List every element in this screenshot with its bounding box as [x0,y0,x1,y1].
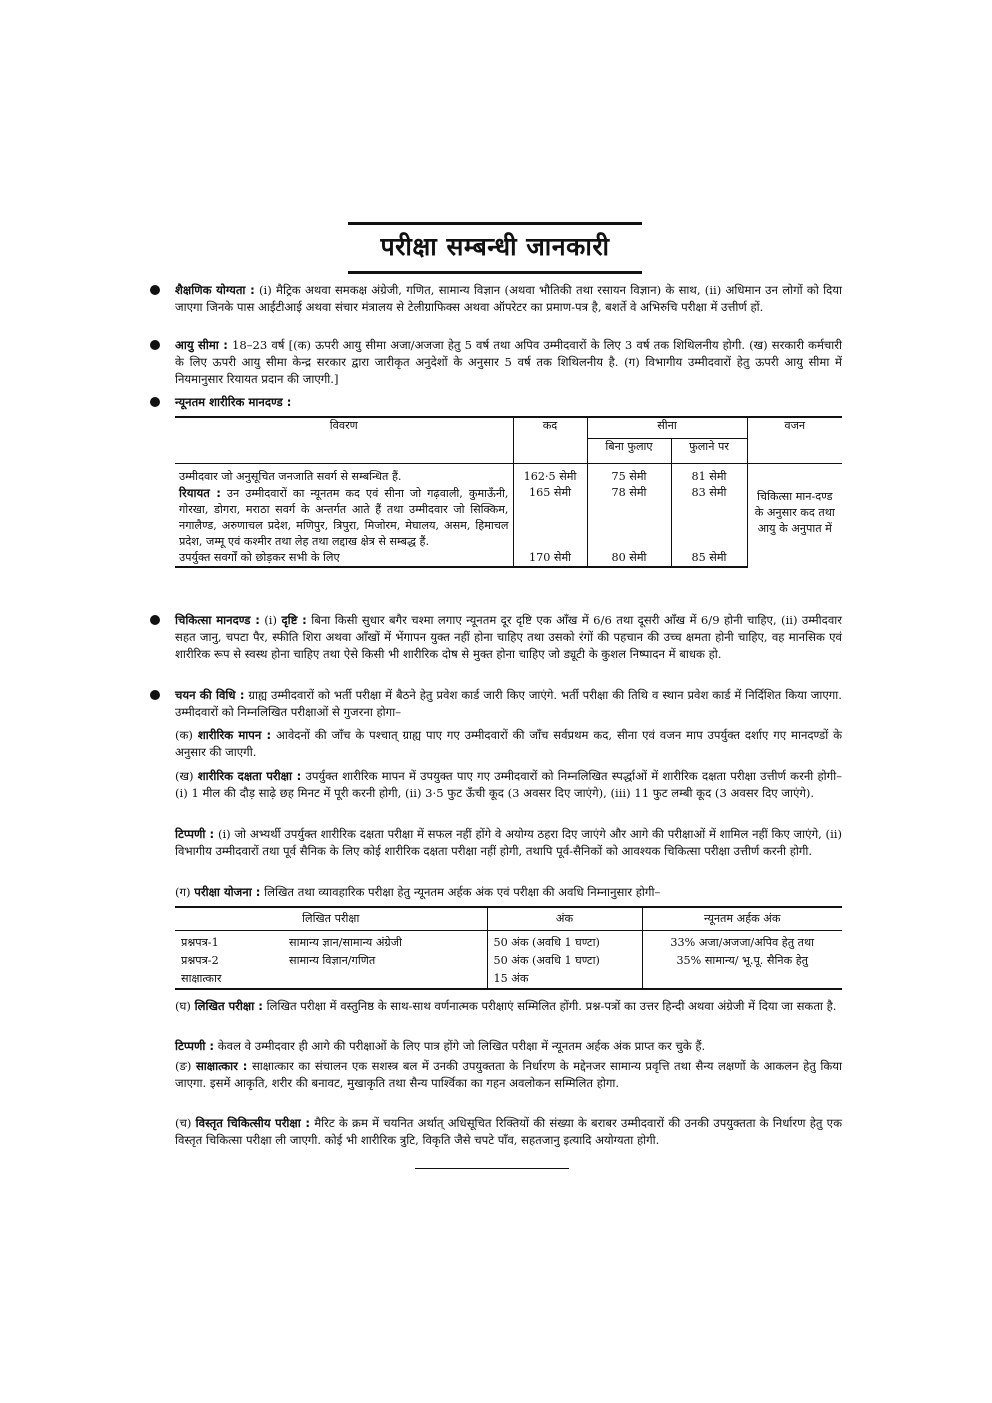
table-row [175,464,842,486]
col-expanded: फुलाने पर [671,439,747,464]
col-weight: वजन [747,417,842,464]
bullet-icon [150,615,160,625]
written-exam [175,998,842,1015]
page-title-box [348,222,642,274]
detailed-medical-label: विस्तृत चिकित्सीय परीक्षा : [195,1116,310,1130]
education-text: (i) मैट्रिक अथवा समकक्ष अंग्रेजी, गणित, सामान्य विज्ञान (अथवा भौतिकी तथा रसायन विज्ञान) के साथ, (ii) अधिमान उन लोगों को दिया जाएगा जिनके पास आईटीआई अथवा संचार मंत्रालय से टेलीग्राफिक्स अथवा ऑपरेटर का प्रमाण-पत्र है, बशर्ते वे अभिरुचि परीक्षा में उत्तीर्ण हों. [175,283,842,314]
paper-marks: 50 अंक (अवधि 1 घण्टा) [487,931,642,953]
bullet-icon [150,285,160,295]
note-1 [175,826,842,860]
written-exam-text: लिखित परीक्षा में वस्तुनिष्ठ के साथ-साथ वर्णनात्मक परीक्षाएं सम्मिलित होंगी. प्रश्न-पत्रों का उत्तर हिन्दी अथवा अंग्रेजी में दिया जा सकता है. [266,999,837,1013]
age-item [150,337,842,388]
note-text: केवल वे उम्मीदवार ही आगे की परीक्षाओं के लिए पात्र होंगे जो लिखित परीक्षा में न्यूनतम अर्हक अंक प्राप्त कर चुके हैं. [217,1039,706,1053]
physical-efficiency-label: शारीरिक दक्षता परीक्षा : [197,769,302,783]
physical-measurement-label: शारीरिक मापन : [197,728,272,742]
physical-label: न्यूनतम शारीरिक मानदण्ड : [175,395,292,409]
table-row [175,931,842,953]
selection-label: चयन की विधि : [175,688,245,702]
row-chest-expanded: 85 सेमी [671,550,747,567]
age-text: 18–23 वर्ष [(क) ऊपरी आयु सीमा अजा/अजजा हेतु 5 वर्ष तथा अपिव उम्मीदवारों के लिए 3 वर्ष तक शिथिलनीय होगी. (ख) सरकारी कर्मचारी के लिए ऊपरी आयु सीमा केन्द्र सरकार द्वारा जारीकृत अनुदेशों के अनुसार 5 वर्ष तक शिथिलनीय है. (ग) विभागीय उम्मीदवारों हेतु ऊपरी आयु सीमा में नियमानुसार रियायत प्रदान की जाएगी.] [175,338,843,386]
row-desc: उम्मीदवार जो अनुसूचित जनजाति सवर्ग से सम्बन्धित हैं. [179,470,402,483]
table-row [175,485,842,550]
selection-item [150,687,842,721]
item-prefix: (च) [175,1116,192,1130]
bullet-icon [150,690,160,700]
note-label: टिप्पणी : [175,1039,215,1053]
col-details: विवरण [175,417,513,464]
paper-name: साक्षात्कार [175,970,283,989]
education-item [150,282,842,316]
row-chest-unexpanded: 75 सेमी [587,464,671,486]
row-height: 170 सेमी [513,550,587,567]
row-chest-expanded: 81 सेमी [671,464,747,486]
concession-text: उन उम्मीदवारों का न्यूनतम कद एवं सीना जो गढ़वाली, कुमाऊँनी, गोरखा, डोगरा, मराठा सवर्ग के अन्तर्गत आते हैं तथा उम्मीदवार जो सिक्किम, नगालैण्ड, अरुणाचल प्रदेश, मणिपुर, त्रिपुरा, मिजोरम, मेघालय, असम, हिमाचल प्रदेश, जम्मू एवं कश्मीर तथा लेह तथा लद्दाख क्षेत्र से सम्बद्ध हैं. [179,487,509,548]
note-text: (i) जो अभ्यर्थी उपर्युक्त शारीरिक दक्षता परीक्षा में सफल नहीं होंगे वे अयोग्य ठहरा दिए जाएंगे और आगे की परीक्षाओं में शामिल नहीं किए जाएंगे, (ii) विभागीय उम्मीदवारों तथा पूर्व सैनिक के लिए कोई शारीरिक दक्षता परीक्षा नहीं होगी, तथापि पूर्व-सैनिकों को आवश्यक चिकित्सा परीक्षा उत्तीर्ण करनी होगी. [175,827,843,858]
table-row [175,550,842,567]
medical-prefix: (i) [264,613,278,627]
detailed-medical-text: मैरिट के क्रम में चयनित अर्थात् अधिसूचित रिक्तियों की संख्या के बराबर उम्मीदवारों की उनकी उपयुक्तता के निर्धारण हेतु एक विस्तृत चिकित्सा परीक्षा ली जाएगी. कोई भी शारीरिक त्रुटि, विकृति जैसे चपटे पाँव, सहतजानु इत्यादि अयोग्यता होगी. [175,1116,842,1147]
age-label: आयु सीमा : [175,338,228,352]
concession-label: रियायत : [179,486,221,500]
col-marks: अंक [487,907,642,931]
medical-item [150,612,842,663]
medical-label: चिकित्सा मानदण्ड : [175,613,260,627]
item-prefix: (ङ) [175,1059,192,1073]
detailed-medical [175,1115,842,1149]
written-exam-label: लिखित परीक्षा : [194,999,263,1013]
note-label: टिप्पणी : [175,827,215,841]
item-prefix: (क) [175,728,193,742]
paper-marks: 50 अंक (अवधि 1 घण्टा) [487,952,642,970]
row-desc: उपर्युक्त सवर्गों को छोड़कर सभी के लिए [175,550,513,567]
paper-marks: 15 अंक [487,970,642,989]
exam-scheme [175,884,842,901]
min-marks-note: 33% अजा/अजजा/अपिव हेतु तथा 35% सामान्य/ भू.पू. सैनिक हेतु [642,931,842,990]
interview-text: साक्षात्कार का संचालन एक सशस्त्र बल में उनकी उपयुक्तता के निर्धारण के मद्देनजर सामान्य प्रवृत्ति तथा सैन्य लक्षणों के आकलन हेतु किया जाएगा. इसमें आकृति, शरीर की बनावट, मुखाकृति तथा सैन्य पार्श्विका का गहन अवलोकन सम्मिलित होगा. [175,1059,843,1090]
row-height: 165 सेमी [513,485,587,550]
selection-text: ग्राह्य उम्मीदवारों को भर्ती परीक्षा में बैठने हेतु प्रवेश कार्ड जारी किए जाएंगे. भर्ती परीक्षा की तिथि व स्थान प्रवेश कार्ड में निर्दिशित किया जाएगा. उम्मीदवारों को निम्नलिखित परीक्षाओं से गुजरना होगा– [175,688,842,719]
paper-subject [283,970,487,989]
col-unexpanded: बिना फुलाए [587,439,671,464]
physical-efficiency-text: उपर्युक्त शारीरिक मापन में उपयुक्त पाए गए उम्मीदवारों को निम्नलिखित स्पर्द्धाओं में शारीरिक दक्षता परीक्षा उत्तीर्ण करनी होगी–(i) 1 मील की दौड़ साढ़े छह मिनट में पूरी करनी होगी, (ii) 3·5 फुट ऊँची कूद (3 अवसर दिए जाएंगे), (iii) 11 फुट लम्बी कूद (3 अवसर दिए जाएंगे). [175,769,842,800]
physical-measurement [175,727,842,761]
col-height: कद [513,417,587,464]
paper-name: प्रश्नपत्र-2 [181,954,219,967]
paper-subject: सामान्य विज्ञान/गणित [289,954,376,967]
medical-text: बिना किसी सुधार बगैर चश्मा लगाए न्यूनतम दूर दृष्टि एक आँख में 6/6 तथा दूसरी आँख में 6/9 होनी चाहिए, (ii) उम्मीदवार सहत जानु, चपटा पैर, स्फीति शिरा अथवा आँखों में भेंगापन युक्त नहीं होना चाहिए तथा उसको रंगों की पहचान की उच्च क्षमता होनी चाहिए, वह मानसिक एवं शारीरिक रूप से स्वस्थ होना चाहिए तथा ऐसे किसी भी शारीरिक दोष से मुक्त होना चाहिए जो ड्यूटी के कुशल निष्पादन में बाधक हो. [175,613,843,661]
row-chest-expanded: 83 सेमी [671,485,747,550]
education-label: शैक्षणिक योग्यता : [175,283,255,297]
col-min-marks: न्यूनतम अर्हक अंक [642,907,842,931]
page-title: परीक्षा सम्बन्धी जानकारी [380,232,610,261]
row-chest-unexpanded: 80 सेमी [587,550,671,567]
bullet-icon [150,397,160,407]
col-written: लिखित परीक्षा [175,907,487,931]
row-chest-unexpanded: 78 सेमी [587,485,671,550]
interview [175,1058,842,1092]
item-prefix: (ख) [175,769,194,783]
item-prefix: (घ) [175,999,191,1013]
item-prefix: (ग) [175,885,191,899]
exam-scheme-label: परीक्षा योजना : [194,885,261,899]
paper-name: प्रश्नपत्र-1 [181,936,219,949]
bullet-icon [150,340,160,350]
exam-scheme-text: लिखित तथा व्यावहारिक परीक्षा हेतु न्यूनतम अर्हक अंक एवं परीक्षा की अवधि निम्नानुसार होगी– [264,885,661,899]
physical-efficiency [175,768,842,802]
vision-label: दृष्टि : [281,613,307,627]
interview-label: साक्षात्कार : [195,1059,248,1073]
exam-scheme-table [175,906,842,990]
weight-note: चिकित्सा मान-दण्ड के अनुसार कद तथा आयु के अनुपात में [747,464,842,568]
physical-item [150,394,842,411]
physical-standards-table [175,416,842,568]
row-desc [175,485,513,550]
col-chest: सीना [587,417,747,439]
physical-measurement-text: आवेदनों की जाँच के पश्चात् ग्राह्य पाए गए उम्मीदवारों की जाँच सर्वप्रथम कद, सीना एवं वजन माप उपर्युक्त दर्शाए गए मानदण्डों के अनुसार की जाएगी. [175,728,843,759]
note-2 [175,1038,842,1055]
paper-subject: सामान्य ज्ञान/सामान्य अंग्रेजी [289,936,402,949]
row-height: 162·5 सेमी [513,464,587,486]
end-divider [415,1168,569,1169]
